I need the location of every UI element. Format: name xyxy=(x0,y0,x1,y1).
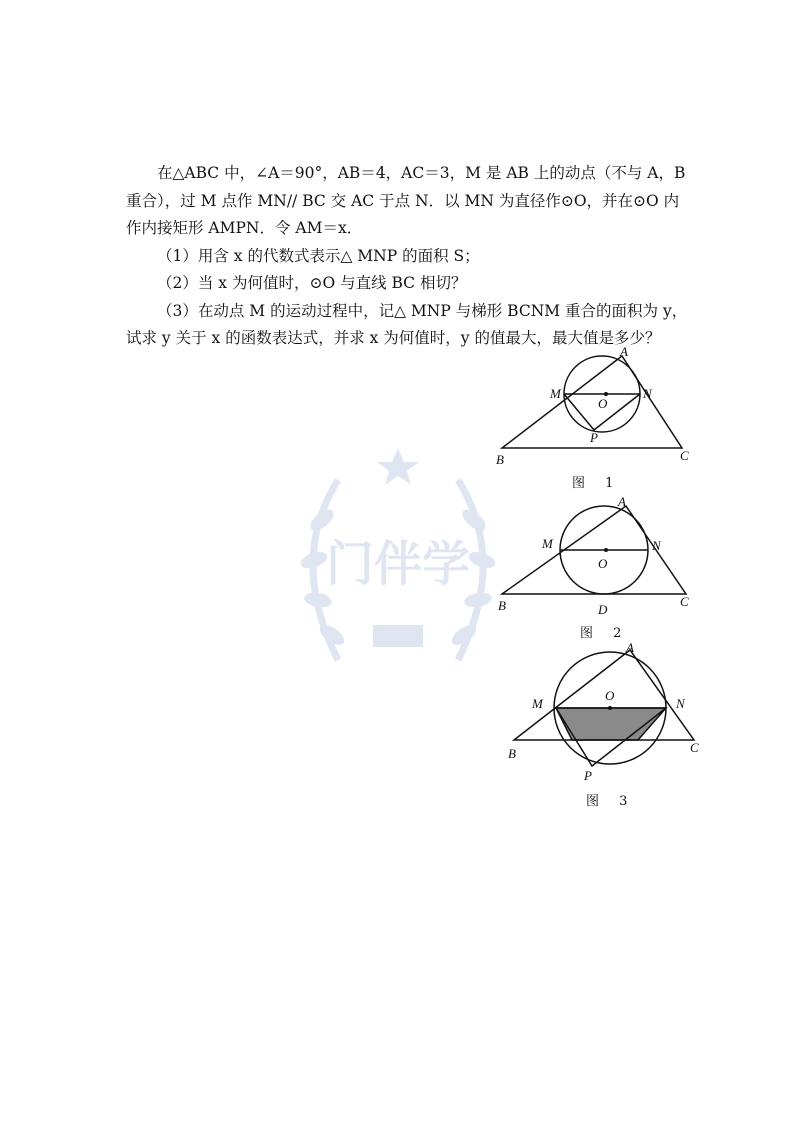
label-M: M xyxy=(532,696,543,711)
svg-text:门伴学: 门伴学 xyxy=(325,536,471,592)
label-A: A xyxy=(620,344,628,359)
problem-intro: 在△ABC 中，∠A＝90°，AB＝4，AC＝3，M 是 AB 上的动点（不与 A，B 重合），过 M 点作 MN// BC 交 AC 于点 N．以 MN 为直径作⊙O，并在⊙O 内作内接矩形 AMPN．令 AM＝x． xyxy=(126,164,686,237)
figure-2-diagram xyxy=(490,492,700,622)
question-1: （1）用含 x 的代数式表示△ MNP 的面积 S； xyxy=(157,246,480,265)
figure-1-caption: 图 1 xyxy=(572,476,622,491)
figure-3-caption: 图 3 xyxy=(586,794,636,809)
question-2: （2）当 x 为何值时，⊙O 与直线 BC 相切？ xyxy=(157,274,467,292)
label-O: O xyxy=(598,556,608,571)
label-D: D xyxy=(598,602,608,617)
label-B: B xyxy=(496,452,504,467)
label-B: B xyxy=(508,746,516,761)
watermark xyxy=(278,440,518,704)
label-A: A xyxy=(618,494,626,509)
laurel-watermark-icon xyxy=(278,440,518,700)
label-C: C xyxy=(680,448,689,463)
label-M: M xyxy=(550,386,561,401)
label-M: M xyxy=(542,536,553,551)
label-C: C xyxy=(680,594,689,609)
figure-2 xyxy=(490,492,700,641)
label-N: N xyxy=(643,386,652,401)
figure-3 xyxy=(500,640,710,809)
label-C: C xyxy=(690,740,699,755)
figure-3-diagram xyxy=(500,640,710,790)
label-N: N xyxy=(652,538,661,553)
label-O: O xyxy=(598,396,608,411)
label-B: B xyxy=(498,598,506,613)
figure-1 xyxy=(490,340,700,491)
label-P: P xyxy=(590,430,598,445)
label-A: A xyxy=(626,640,634,655)
label-O: O xyxy=(605,688,615,703)
figure-1-diagram xyxy=(490,340,700,470)
label-P: P xyxy=(584,768,592,783)
question-3: （3）在动点 M 的运动过程中，记△ MNP 与梯形 BCNM 重合的面积为 y，试求 y 关于 x 的函数表达式，并求 x 为何值时，y 的值最大，最大值是多少？ xyxy=(126,301,688,347)
figure-2-caption: 图 2 xyxy=(580,626,630,641)
label-N: N xyxy=(676,696,685,711)
problem-text xyxy=(126,160,692,353)
